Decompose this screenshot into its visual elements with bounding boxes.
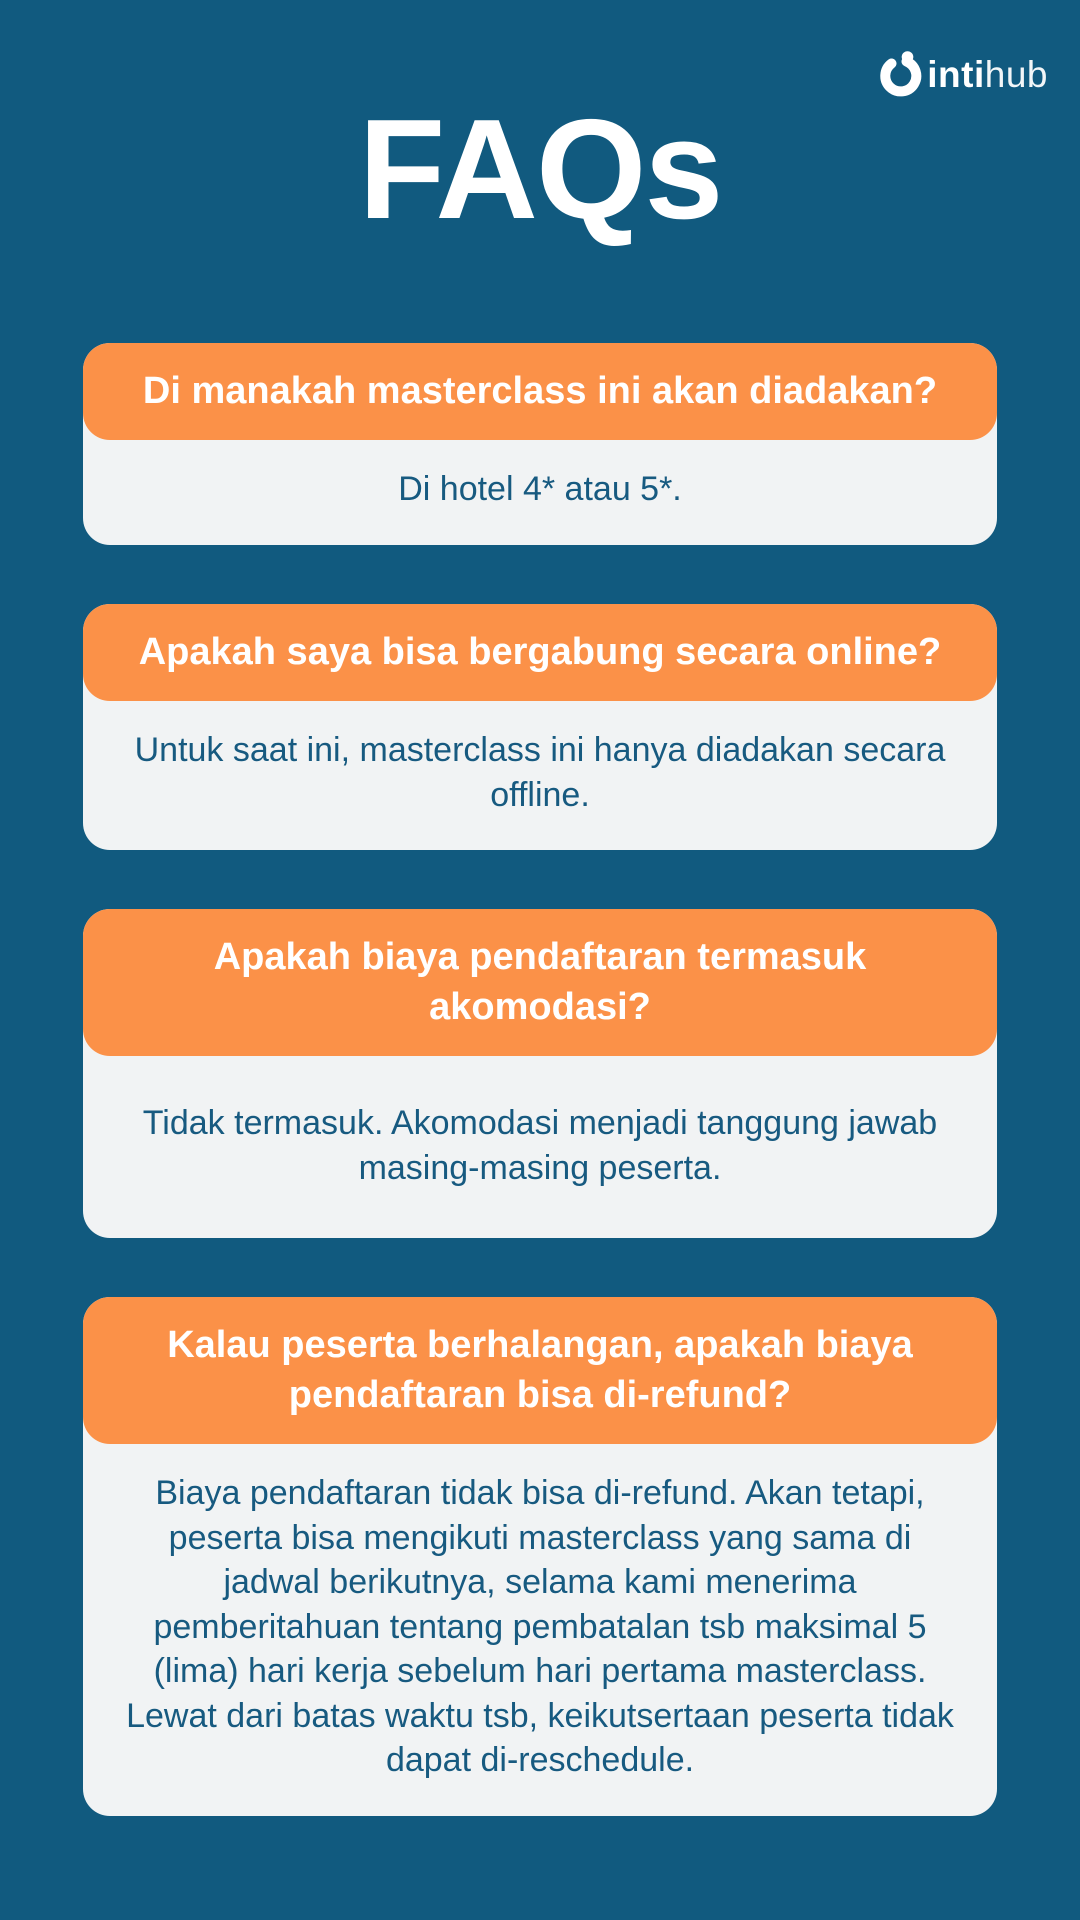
question-text: Kalau peserta berhalangan, apakah biaya pendaftaran bisa di-refund?: [167, 1324, 913, 1416]
question-text: Di manakah masterclass ini akan diadakan?: [142, 370, 938, 412]
question-text: Apakah saya bisa bergabung secara online?: [138, 630, 942, 673]
faq-card: [83, 604, 997, 850]
answer-text: Biaya pendaftaran tidak bisa di-refund. Akan tetapi, peserta bisa mengikuti masterclass yang sama di jadwal berikutnya, selama kami menerima pemberitahuan tentang pembatalan tsb maksimal 5 (lima) hari kerja sebelum hari pertama masterclass.: [153, 1474, 927, 1691]
faq-card: [83, 343, 997, 545]
question-text: Apakah biaya pendaftaran termasuk akomodasi?: [213, 936, 867, 1028]
answer-body: [83, 1444, 997, 1816]
logo-text-light: hub: [984, 53, 1048, 95]
answer-text-continued: Lewat dari batas waktu tsb, keikutsertaan peserta tidak dapat di-reschedule.: [126, 1696, 954, 1780]
faq-list: [83, 343, 997, 1816]
question-header: [83, 909, 997, 1056]
answer-text: Di hotel 4* atau 5*.: [398, 470, 682, 509]
answer-text: Tidak termasuk. Akomodasi menjadi tanggung jawab masing-masing peserta.: [142, 1104, 938, 1187]
page-title: FAQs: [358, 90, 722, 249]
question-header: [83, 1297, 997, 1444]
answer-text: Untuk saat ini, masterclass ini hanya diadakan secara offline.: [134, 731, 946, 814]
faq-card: [83, 909, 997, 1238]
answer-body: [83, 701, 997, 850]
faq-card: [83, 1297, 997, 1816]
question-header: [83, 343, 997, 440]
answer-body: [83, 440, 997, 545]
logo-wordmark: [927, 53, 1048, 95]
answer-body: [83, 1056, 997, 1238]
logo-text-bold: inti: [927, 53, 985, 95]
question-header: [83, 604, 997, 701]
